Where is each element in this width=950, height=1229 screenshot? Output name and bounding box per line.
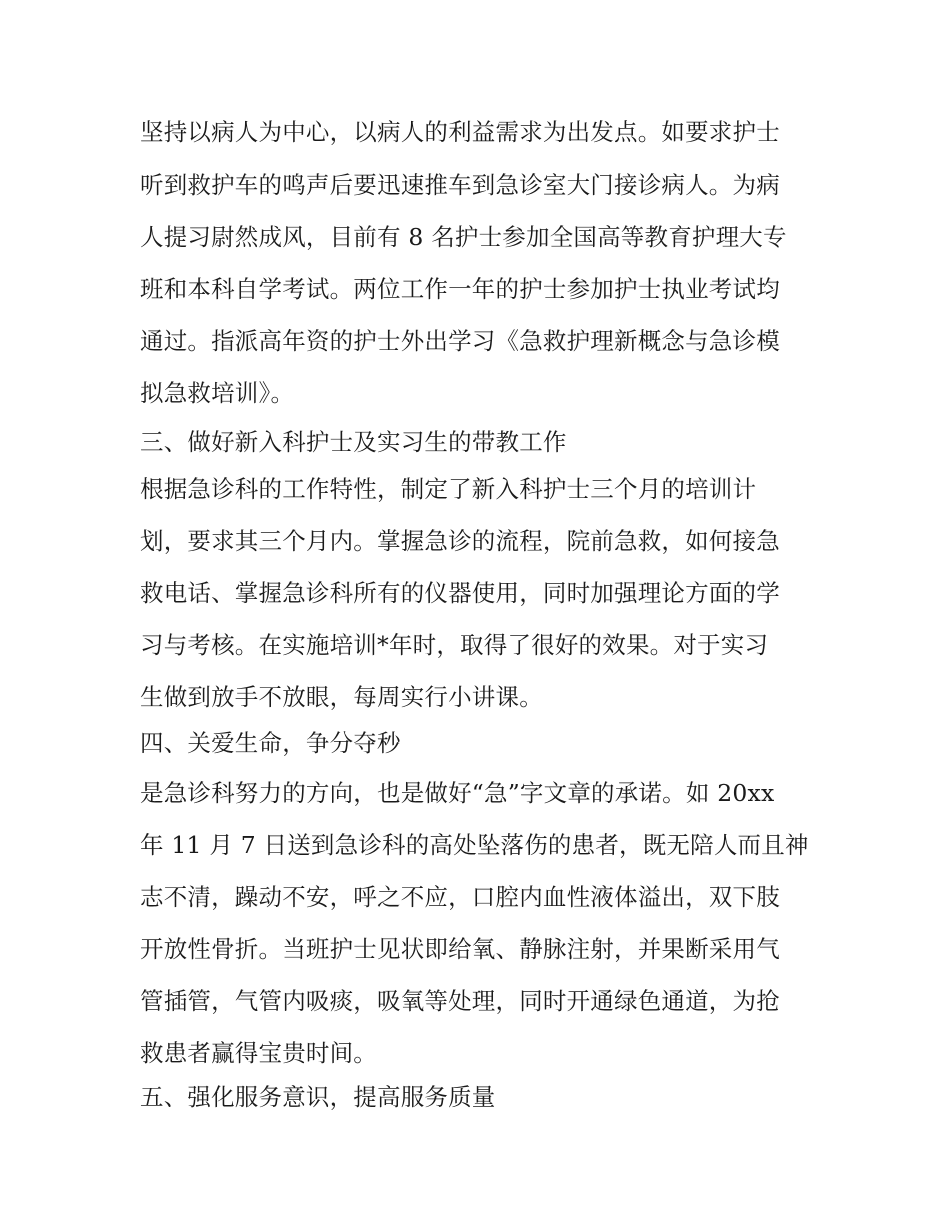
text-line: 生做到放手不放眼，每周实行小讲课。 xyxy=(140,683,543,711)
text-line: 划，要求其三个月内。掌握急诊的流程，院前急救，如何接急 xyxy=(140,527,780,555)
text-line: 志不清，躁动不安，呼之不应，口腔内血性液体溢出，双下肢 xyxy=(140,883,780,911)
section-heading: 四、关爱生命，争分夺秒 xyxy=(140,729,401,757)
text-line: 救患者赢得宝贵时间。 xyxy=(140,1039,377,1067)
text-line: 开放性骨折。当班护士见状即给氧、静脉注射，并果断采用气 xyxy=(140,935,780,963)
text-line: 习与考核。在实施培训*年时，取得了很好的效果。对于实习 xyxy=(140,631,769,659)
text-line: 年 11 月 7 日送到急诊科的高处坠落伤的患者，既无陪人而且神 xyxy=(140,831,809,859)
text-line: 是急诊科努力的方向，也是做好“急”字文章的承诺。如 20xx xyxy=(140,779,775,807)
text-line: 听到救护车的鸣声后要迅速推车到急诊室大门接诊病人。为病 xyxy=(140,171,780,199)
text-line: 通过。指派高年资的护士外出学习《急救护理新概念与急诊模 xyxy=(140,327,780,355)
text-line: 管插管，气管内吸痰，吸氧等处理，同时开通绿色通道，为抢 xyxy=(140,987,780,1015)
text-line: 拟急救培训》。 xyxy=(140,379,295,407)
section-heading: 三、做好新入科护士及实习生的带教工作 xyxy=(140,428,567,456)
section-heading: 五、强化服务意识，提高服务质量 xyxy=(140,1083,496,1111)
text-line: 根据急诊科的工作特性，制定了新入科护士三个月的培训计 xyxy=(140,475,757,503)
text-line: 人提习尉然成风，目前有 8 名护士参加全国高等教育护理大专 xyxy=(140,223,787,251)
text-line: 班和本科自学考试。两位工作一年的护士参加护士执业考试均 xyxy=(140,275,780,303)
text-line: 救电话、掌握急诊科所有的仪器使用，同时加强理论方面的学 xyxy=(140,579,780,607)
text-line: 坚持以病人为中心，以病人的利益需求为出发点。如要求护士 xyxy=(140,118,780,146)
